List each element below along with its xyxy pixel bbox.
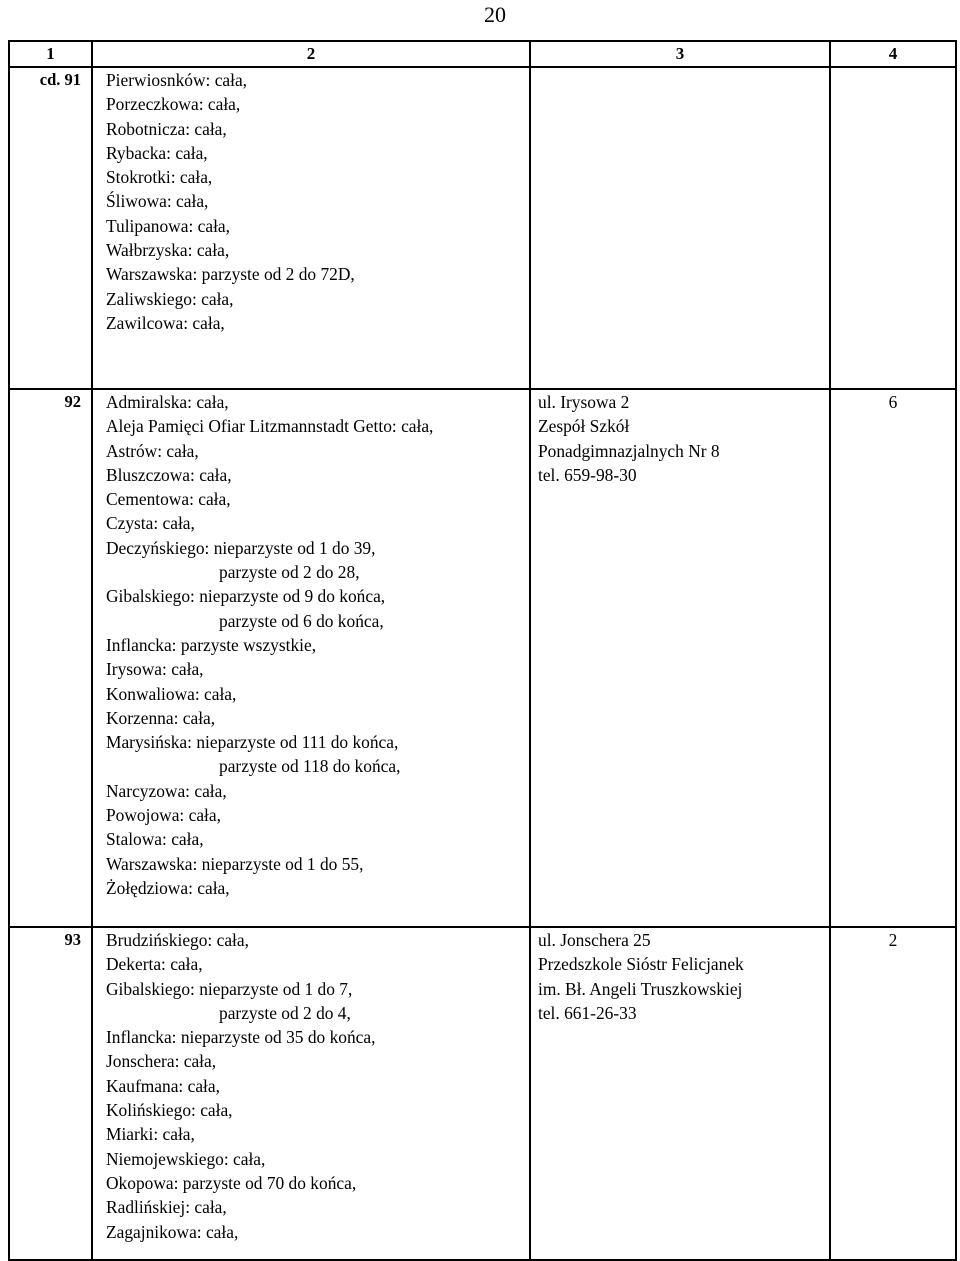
count-value: 6 <box>830 389 956 927</box>
street-entry: parzyste od 6 do końca, <box>219 610 384 631</box>
street-entry: Kolińskiego: cała, <box>106 1100 233 1121</box>
column-header-2: 2 <box>92 41 530 67</box>
school-line: Zespół Szkół <box>538 416 630 437</box>
street-entry: Radlińskiej: cała, <box>106 1197 227 1218</box>
school-info <box>530 67 830 389</box>
street-entry: Inflancka: parzyste wszystkie, <box>106 634 317 655</box>
school-line: tel. 661-26-33 <box>538 1002 637 1023</box>
street-entry: Miarki: cała, <box>106 1124 195 1145</box>
street-entry: Deczyńskiego: nieparzyste od 1 do 39, <box>106 537 376 558</box>
street-entry: Śliwowa: cała, <box>106 191 209 212</box>
street-list <box>92 67 530 389</box>
street-entry: Brudzińskiego: cała, <box>106 930 249 950</box>
street-entry: Cementowa: cała, <box>106 489 231 510</box>
column-header-4: 4 <box>830 41 956 67</box>
street-entry: Robotnicza: cała, <box>106 118 227 139</box>
street-entry: Stokrotki: cała, <box>106 167 213 188</box>
street-entry: Gibalskiego: nieparzyste od 9 do końca, <box>106 586 386 607</box>
district-number: 93 <box>9 927 92 1260</box>
street-entry: Porzeczkowa: cała, <box>106 94 241 115</box>
street-entry: parzyste od 118 do końca, <box>219 756 401 777</box>
table-row <box>9 927 956 1260</box>
street-entry: Irysowa: cała, <box>106 659 204 680</box>
street-entry: Okopowa: parzyste od 70 do końca, <box>106 1172 357 1193</box>
street-entry: Narcyzowa: cała, <box>106 780 227 801</box>
street-entry: Marysińska: nieparzyste od 111 do końca, <box>106 732 399 753</box>
page-number: 20 <box>484 2 506 27</box>
school-line: ul. Irysowa 2 <box>538 392 630 412</box>
street-entry: Aleja Pamięci Ofiar Litzmannstadt Getto: cała, <box>106 416 434 437</box>
district-table <box>8 40 957 1261</box>
street-entry: Pierwiosnków: cała, <box>106 70 248 90</box>
street-entry: Korzenna: cała, <box>106 707 216 728</box>
street-entry: Wałbrzyska: cała, <box>106 240 230 261</box>
street-entry: Dekerta: cała, <box>106 954 203 975</box>
street-list <box>92 927 530 1260</box>
street-entry: Niemojewskiego: cała, <box>106 1148 266 1169</box>
school-line: im. Bł. Angeli Truszkowskiej <box>538 978 743 999</box>
street-entry: Admiralska: cała, <box>106 392 229 412</box>
street-entry: Kaufmana: cała, <box>106 1075 220 1096</box>
street-entry: Zagajnikowa: cała, <box>106 1221 239 1242</box>
table-row <box>9 389 956 927</box>
school-line: tel. 659-98-30 <box>538 464 637 485</box>
street-list <box>92 389 530 927</box>
street-entry: Powojowa: cała, <box>106 805 221 826</box>
street-entry: Stalowa: cała, <box>106 829 204 850</box>
street-entry: Gibalskiego: nieparzyste od 1 do 7, <box>106 978 353 999</box>
street-entry: Jonschera: cała, <box>106 1051 217 1072</box>
school-line: Ponadgimnazjalnych Nr 8 <box>538 440 720 461</box>
table-header-row <box>9 41 956 67</box>
column-header-3: 3 <box>530 41 830 67</box>
school-info <box>530 389 830 927</box>
street-entry: parzyste od 2 do 4, <box>219 1002 351 1023</box>
street-entry: Inflancka: nieparzyste od 35 do końca, <box>106 1027 376 1048</box>
street-entry: parzyste od 2 do 28, <box>219 562 360 583</box>
street-entry: Żołędziowa: cała, <box>106 877 230 898</box>
street-entry: Konwaliowa: cała, <box>106 683 237 704</box>
street-entry: Tulipanowa: cała, <box>106 215 230 236</box>
street-entry: Bluszczowa: cała, <box>106 464 232 485</box>
district-number: 92 <box>9 389 92 927</box>
column-header-1: 1 <box>9 41 92 67</box>
district-number: cd. 91 <box>9 67 92 389</box>
school-line: ul. Jonschera 25 <box>538 930 651 950</box>
table-row <box>9 67 956 389</box>
street-entry: Rybacka: cała, <box>106 142 208 163</box>
street-entry: Warszawska: parzyste od 2 do 72D, <box>106 264 355 285</box>
street-entry: Warszawska: nieparzyste od 1 do 55, <box>106 853 364 874</box>
count-value <box>830 67 956 389</box>
street-entry: Zaliwskiego: cała, <box>106 288 234 309</box>
street-entry: Zawilcowa: cała, <box>106 312 225 333</box>
street-entry: Czysta: cała, <box>106 513 195 534</box>
count-value: 2 <box>830 927 956 1260</box>
school-info <box>530 927 830 1260</box>
school-line: Przedszkole Sióstr Felicjanek <box>538 954 744 975</box>
street-entry: Astrów: cała, <box>106 440 199 461</box>
